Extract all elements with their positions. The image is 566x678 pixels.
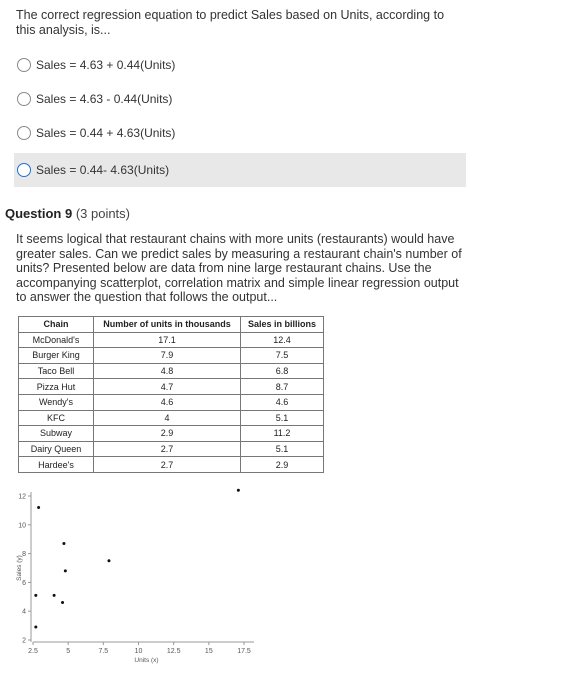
table-row <box>19 348 324 364</box>
question-points: (3 points) <box>75 206 131 221</box>
units-cell: 4.6 <box>94 394 241 410</box>
x-tick-label: 17.5 <box>237 648 251 655</box>
units-cell: 2.9 <box>94 426 241 442</box>
x-tick-label: 12.5 <box>166 648 181 655</box>
units-cell: 4.8 <box>94 363 241 379</box>
sales-cell: 8.7 <box>241 379 324 395</box>
column-header: Chain <box>19 317 94 333</box>
data-point <box>64 569 67 572</box>
sales-cell: 5.1 <box>241 410 324 426</box>
option-label: Sales = 4.63 - 0.44(Units) <box>36 92 173 106</box>
table-row <box>19 379 324 395</box>
units-cell: 2.7 <box>94 457 241 473</box>
chain-cell: Pizza Hut <box>19 379 94 395</box>
sales-cell: 12.4 <box>241 332 324 348</box>
question-8-prompt: The correct regression equation to predict Sales based on Units, according to this analysis, is... <box>16 8 445 37</box>
data-point <box>37 506 40 509</box>
x-tick-label: 15 <box>204 648 213 655</box>
chain-cell: Wendy's <box>19 394 94 410</box>
table-row <box>19 426 324 442</box>
chain-cell: Taco Bell <box>19 363 94 379</box>
option-1[interactable] <box>14 48 466 82</box>
table-row <box>19 394 324 410</box>
option-label: Sales = 0.44 + 4.63(Units) <box>36 126 176 140</box>
units-cell: 4.7 <box>94 379 241 395</box>
x-axis-title: Units (x) <box>134 657 159 664</box>
restaurant-data-table <box>18 316 324 473</box>
y-tick-label: 12 <box>18 493 26 501</box>
question-title: Question 9 <box>5 206 73 221</box>
chain-cell: Subway <box>19 426 94 442</box>
sales-cell: 6.8 <box>241 363 324 379</box>
data-point <box>107 559 110 562</box>
table-header-row <box>19 317 324 333</box>
option-3[interactable] <box>14 116 466 150</box>
y-tick-label: 8 <box>22 551 26 559</box>
chain-cell: Burger King <box>19 348 94 364</box>
question-9-header <box>5 206 130 221</box>
data-point <box>53 594 56 597</box>
sales-cell: 11.2 <box>241 426 324 442</box>
column-header: Sales in billions <box>241 317 324 333</box>
table-row <box>19 441 324 457</box>
data-point <box>34 626 37 629</box>
chain-cell: Dairy Queen <box>19 441 94 457</box>
chain-cell: KFC <box>19 410 94 426</box>
y-tick-label: 6 <box>22 579 26 587</box>
x-tick-label: 7.5 <box>98 648 109 655</box>
y-axis-title: Sales (y) <box>16 555 23 581</box>
plot-area <box>33 492 254 644</box>
option-4[interactable] <box>14 153 466 187</box>
units-cell: 7.9 <box>94 348 241 364</box>
sales-cell: 7.5 <box>241 348 324 364</box>
x-tick-label: 2.5 <box>28 648 38 655</box>
sales-cell: 5.1 <box>241 441 324 457</box>
y-tick-label: 4 <box>22 608 26 616</box>
units-vs-sales-scatterplot <box>14 488 260 668</box>
radio-button[interactable] <box>17 92 31 106</box>
sales-cell: 2.9 <box>241 457 324 473</box>
column-header: Number of units in thousands <box>94 317 241 333</box>
units-cell: 17.1 <box>94 332 241 348</box>
y-tick-label: 2 <box>22 637 26 645</box>
sales-cell: 4.6 <box>241 394 324 410</box>
radio-button[interactable] <box>17 58 31 72</box>
option-2[interactable] <box>14 82 466 116</box>
data-point <box>237 489 240 492</box>
data-point <box>34 594 37 597</box>
table-row <box>19 410 324 426</box>
table-row <box>19 363 324 379</box>
x-tick-label: 10 <box>134 648 143 655</box>
option-label: Sales = 4.63 + 0.44(Units) <box>36 58 176 72</box>
data-point <box>61 601 64 604</box>
x-tick-label: 5 <box>66 648 71 655</box>
chain-cell: Hardee's <box>19 457 94 473</box>
y-tick-label: 10 <box>18 522 26 530</box>
table-row <box>19 332 324 348</box>
data-point <box>62 542 65 545</box>
option-label: Sales = 0.44- 4.63(Units) <box>36 163 170 177</box>
units-cell: 4 <box>94 410 241 426</box>
table-row <box>19 457 324 473</box>
radio-button[interactable] <box>17 126 31 140</box>
units-cell: 2.7 <box>94 441 241 457</box>
radio-button[interactable] <box>17 163 31 177</box>
chain-cell: McDonald's <box>19 332 94 348</box>
question-9-body: It seems logical that restaurant chains with more units (restaurants) would have greater sales. Can we predict sales by measuring a restaurant chain's number of units? Presented below are data from nine large restaurant chains. Use the accompanying scatterplot, correlation matrix and simple linear regression output to answer the question that follows the output... <box>16 232 462 304</box>
